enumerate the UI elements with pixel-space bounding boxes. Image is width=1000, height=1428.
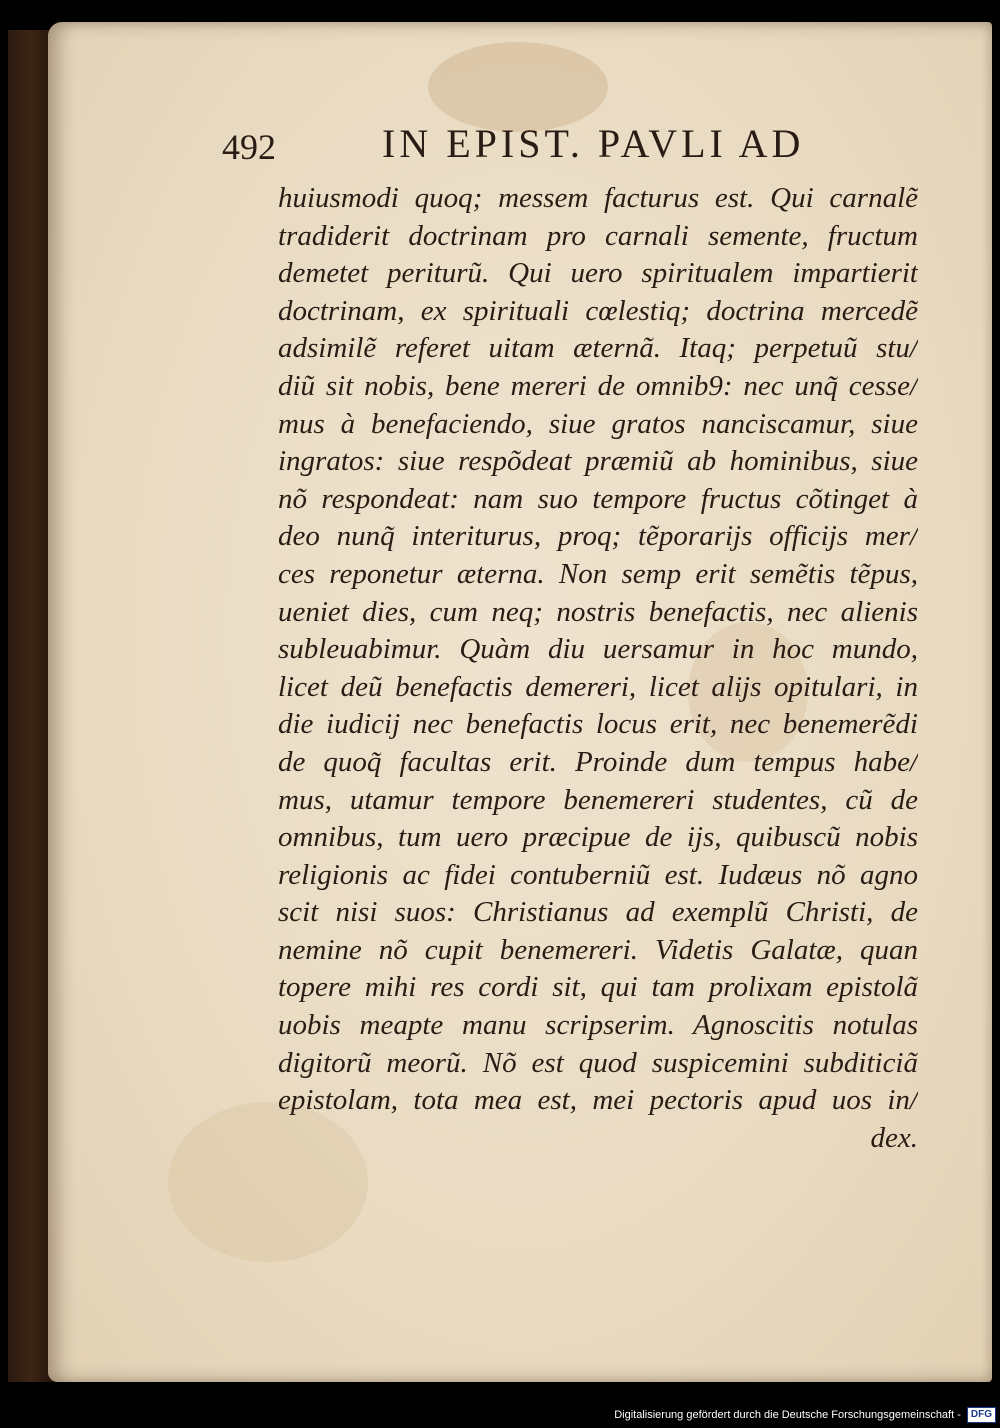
paper-stain xyxy=(428,42,608,132)
body-text xyxy=(278,180,918,1157)
text-line: omnibus, tum uero præcipue de ijs, quibuscũ nobis xyxy=(278,821,918,854)
dfg-logo: DFG xyxy=(967,1407,996,1423)
text-line: die iudicij nec benefactis locus erit, nec benemerẽdi xyxy=(278,708,918,741)
text-line: dex. xyxy=(870,1121,918,1154)
text-line: de quoq̃ facultas erit. Proinde dum tempus habe/ xyxy=(278,745,918,778)
text-line: topere mihi res cordi sit, qui tam prolixam epistolã xyxy=(278,971,918,1004)
text-line: ingratos: siue respõdeat præmiũ ab hominibus, siue xyxy=(278,445,918,478)
text-line: subleuabimur. Quàm diu uersamur in hoc mundo, xyxy=(278,633,918,666)
text-line: nemine nõ cupit benemereri. Videtis Galatæ, quan xyxy=(278,933,918,966)
text-line: digitorũ meorũ. Nõ est quod suspicemini subditiciã xyxy=(278,1046,918,1079)
text-line: mus à benefaciendo, siue gratos nanciscamur, siue xyxy=(278,407,918,440)
text-line: mus, utamur tempore benemereri studentes, cũ de xyxy=(278,783,918,816)
text-line: licet deũ benefactis demereri, licet alijs opitulari, in xyxy=(278,670,918,703)
page-number: 492 xyxy=(222,127,276,167)
running-head: IN EPIST. PAVLI AD xyxy=(382,121,805,166)
page-header xyxy=(222,120,882,170)
text-line: diũ sit nobis, bene mereri de omnib9: nec unq̃ cesse/ xyxy=(278,369,918,402)
text-line: epistolam, tota mea est, mei pectoris apud uos in/ xyxy=(278,1084,918,1117)
text-line: demetet periturũ. Qui uero spiritualem impartierit xyxy=(278,257,918,290)
text-line: nõ respondeat: nam suo tempore fructus cõtinget à xyxy=(278,482,918,515)
text-line: ces reponetur æterna. Non semp erit semẽtis tẽpus, xyxy=(278,557,918,590)
text-line: uobis meapte manu scripserim. Agnoscitis notulas xyxy=(278,1009,918,1042)
digitization-credit xyxy=(614,1404,996,1426)
text-line: tradiderit doctrinam pro carnali semente, fructum xyxy=(278,219,918,252)
text-line: ueniet dies, cum neq; nostris benefactis, nec alienis xyxy=(278,595,918,628)
text-line: adsimilẽ referet uitam æternã. Itaq; perpetuũ stu/ xyxy=(278,332,918,365)
text-line: huiusmodi quoq; messem facturus est. Qui carnalẽ xyxy=(278,182,918,214)
text-line: scit nisi suos: Christianus ad exemplũ Christi, de xyxy=(278,896,918,929)
credit-text: Digitalisierung gefördert durch die Deutsche Forschungsgemeinschaft - xyxy=(614,1409,961,1421)
text-line: deo nunq̃ interiturus, proq; tẽporarijs officijs mer/ xyxy=(278,520,918,553)
text-line: religionis ac fidei contuberniũ est. Iudæus nõ agno xyxy=(278,858,918,891)
text-line: doctrinam, ex spirituali cœlestiq; doctrina mercedẽ xyxy=(278,294,918,327)
